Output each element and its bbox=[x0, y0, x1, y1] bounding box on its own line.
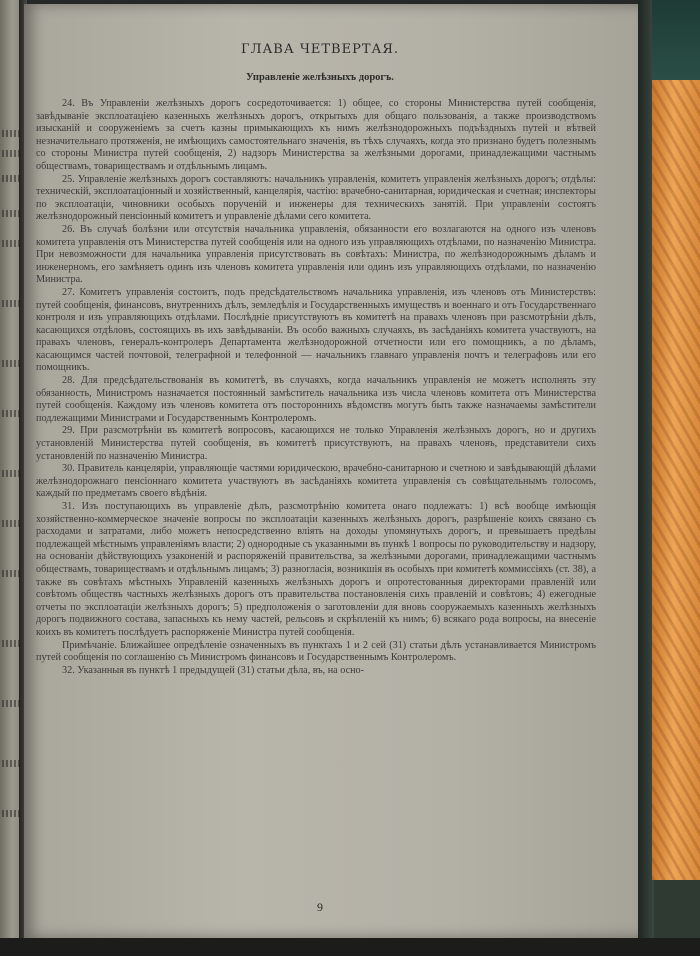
page-number: 9 bbox=[317, 900, 323, 914]
paragraph-24: 24. Въ Управленіи желѣзныхъ дорогъ сосредоточивается: 1) общее, со стороны Министерства путей сообщенія, завѣдываніе эксплоатаціею казенныхъ желѣзныхъ дорогъ, открытыхъ для общаго пользованія, а также производствомъ изысканій и сооруженіемъ за счетъ казны примыкающихъ къ нимъ желѣзнодорожныхъ подъѣздныхъ путей и вѣтвей незначительнаго протяженія, не имѣющихъ самостоятельнаго значенія, въ тѣхъ случаяхъ, когда это признано будетъ полезнымъ со стороны Министра путей сообщенія, 2) надзоръ Министерства за желѣзными дорогами, принадлежащими частнымъ обществамъ, товариществамъ и отдѣльнымъ лицамъ. bbox=[36, 98, 596, 172]
bottom-shadow bbox=[0, 938, 700, 956]
paragraph-31: 31. Изъ поступающихъ въ управленіе дѣлъ, разсмотрѣнію комитета онаго подлежатъ: 1) всѣ вообще имѣющія хозяйственно-коммерческое значеніе вопросы по эксплоатаціи казенныхъ желѣзныхъ дорогъ, разрѣшеніе коихъ связано съ расходами и затратами, либо можетъ непосредственно вліять на доходы упомянутыхъ дорогъ, и превышаетъ предѣлы подлежащей мѣстнымъ управленіямъ власти; 2) однородные съ указанными въ пункѣ 1 вопросы по руководительству и надзору, на основаніи дѣйствующихъ узаконеній и распоряженій правительства, за желѣзными дорогами, принадлежащими частнымъ обществамъ, товариществамъ и отдѣльнымъ лицамъ; 3) разногласія, возникшія въ особыхъ при комитетѣ коммиссіяхъ (ст. 38), а также въ совѣтахъ мѣстныхъ Управленій казенныхъ желѣзныхъ дорогъ и опротестованныя директорами правленій или совѣтомъ обществъ частныхъ желѣзныхъ дорогъ отъ правительства постановленія сихъ правленій и совѣтовъ; 4) ежегодные отчеты по эксплоатаціи желѣзныхъ дорогъ; 5) предположенія о заготовленіи для вновь сооружаемыхъ казенныхъ желѣзныхъ дорогъ подвижного состава, запасныхъ къ нему частей, рельсовъ и скрѣпленій къ нимъ; 6) всякаго рода вопросы, на внесеніе коихъ въ комитетъ послѣдуетъ распоряженіе Министра путей сообщенія. bbox=[36, 501, 596, 638]
section-title: Управленіе желѣзныхъ дорогъ. bbox=[246, 72, 394, 83]
page-body bbox=[36, 98, 596, 677]
paragraph-28: 28. Для предсѣдательствованія въ комитетѣ, въ случаяхъ, когда начальникъ управленія не можетъ исполнять эту обязанность, Министромъ назначается постоянный замѣститель начальника изъ числа членовъ комитета отъ Министерства путей сообщенія. Каждому изъ членовъ комитета отъ постороннихъ вѣдомствъ могутъ быть также назначаемы замѣстители подлежащими Министрами и Государственнымъ Контролеромъ. bbox=[36, 375, 596, 424]
paragraph-27: 27. Комитетъ управленія состоитъ, подъ предсѣдательствомъ начальника управленія, изъ членовъ отъ Министерствъ: путей сообщенія, финансовъ, внутреннихъ дѣлъ, земледѣлія и Государственныхъ имуществъ и военнаго и отъ Государственнаго контроля и изъ управляющихъ отдѣлами. Послѣдніе присутствуютъ въ комитетѣ на правахъ членовъ при разсмотрѣніи дѣлъ, касающихся отдѣловъ, состоящихъ въ ихъ завѣдываніи. Въ особо важныхъ случаяхъ, въ засѣданіяхъ комитета участвуютъ, на правахъ членовъ, генералъ-контролеръ Департамента желѣзнодорожной отчетности или его помощникъ, а по дѣламъ, касающимся частей почтовой, телеграфной и телефонной — начальникъ главнаго управленія почтъ и телеграфовъ или его помощникъ. bbox=[36, 286, 596, 374]
cover-top-band bbox=[652, 0, 700, 80]
chapter-title: ГЛАВА ЧЕТВЕРТАЯ. bbox=[241, 42, 399, 57]
paragraph-25: 25. Управленіе желѣзныхъ дорогъ составляютъ: начальникъ управленія, комитетъ управленія желѣзныхъ дорогъ; отдѣлы: техническій, эксплоатаціонный и хозяйственный, канцелярія, частію: врачебно-санитарная, юридическая и счетная; инспекторы по эксплоатаціи, чиновники особыхъ порученій и инженеры для техническихъ занятій. При управленіи состоятъ желѣзнодорожный пенсіонный комитетъ и управленіе дѣлами сего комитета. bbox=[36, 173, 596, 223]
paragraph-note: Примѣчаніе. Ближайшее опредѣленіе означенныхъ въ пунктахъ 1 и 2 сей (31) статьи дѣлъ устанавливается Министромъ путей сообщенія по соглашенію съ Министромъ финансовъ и Государственнымъ Контролеромъ. bbox=[36, 639, 596, 664]
paragraph-26: 26. Въ случаѣ болѣзни или отсутствія начальника управленія, обязанности его возлагаются на одного изъ членовъ комитета управленія отъ Министерства путей сообщенія или на одного изъ управляющихъ отдѣлами, по назначенію Министра. При невозможности для начальника управленія присутствовать въ совѣтахъ: Министра, по желѣзнодорожнымъ дѣламъ и инженерномъ, его замѣняетъ одинъ изъ членовъ комитета управленія или одинъ изъ управляющихъ отдѣлами, по назначенію Министра. bbox=[36, 223, 596, 286]
paragraph-32: 32. Указанныя въ пунктѣ 1 предыдущей (31) статьи дѣла, въ, на осно- bbox=[62, 664, 365, 676]
cover-marbled-edge bbox=[652, 80, 700, 880]
paragraph-30: 30. Правитель канцеляріи, управляющіе частями юридическою, врачебно-санитарною и счетною и завѣдывающій дѣлами желѣзнодорожнаго пенсіоннаго комитета участвуютъ въ засѣданіяхъ комитета управленія съ совѣщательнымъ голосомъ, каждый по предметамъ своего вѣдѣнія. bbox=[36, 463, 596, 500]
paragraph-29: 29. При разсмотрѣніи въ комитетѣ вопросовъ, касающихся не только Управленія желѣзныхъ дорогъ, но и другихъ установленій Министерства путей сообщенія, въ комитетѣ присутствуютъ, на правахъ членовъ, представители сихъ установленій по назначенію Министра. bbox=[36, 425, 596, 462]
